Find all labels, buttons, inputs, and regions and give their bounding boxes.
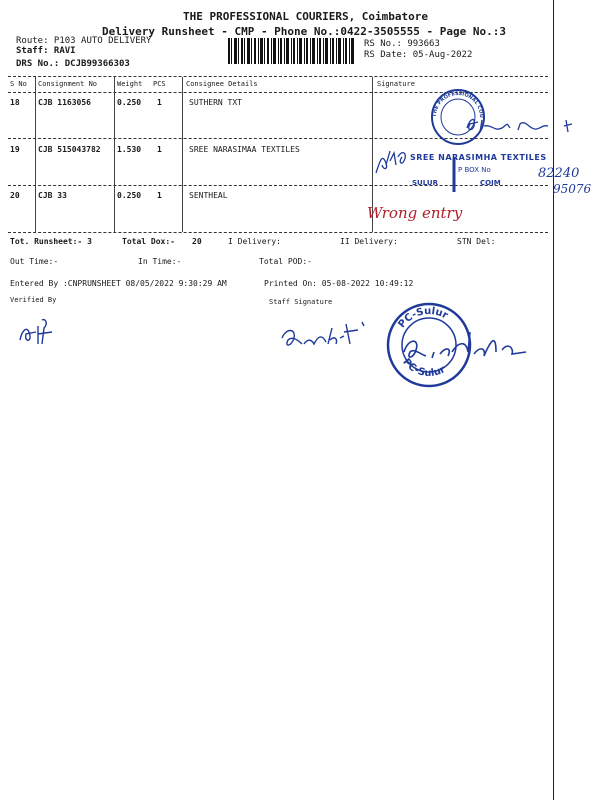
- handwritten-phone-1: 82240: [538, 166, 580, 181]
- total-runsheet: Tot. Runsheet:- 3: [10, 237, 92, 246]
- col-header-pcs: PCS: [153, 80, 166, 88]
- staff-label: Staff: RAVI: [16, 46, 76, 56]
- row-pcs: 1: [157, 191, 162, 200]
- courier-seal-text: THE PROFESSIONAL COURIER: [428, 84, 485, 119]
- row-pcs: 1: [157, 98, 162, 107]
- company-name: THE PROFESSIONAL COURIERS, Coimbatore: [183, 10, 429, 23]
- pc-sulur-seal: [386, 302, 536, 388]
- second-delivery-label: II Delivery:: [340, 237, 398, 246]
- verifier-signature: [16, 314, 62, 350]
- col-divider-2: [114, 77, 115, 232]
- row-consignment: CJB 515043782: [38, 145, 101, 154]
- table-bottom-rule: [8, 232, 548, 233]
- svg-text:PC-Sulur: [400, 357, 447, 379]
- col-header-signature: Signature: [377, 80, 415, 88]
- table-top-rule: [8, 76, 548, 77]
- row-consignee: SENTHEAL: [189, 191, 228, 200]
- first-delivery-label: I Delivery:: [228, 237, 281, 246]
- out-time-label: Out Time:-: [10, 257, 59, 266]
- row-sno: 20: [10, 191, 20, 200]
- barcode-image: [228, 38, 354, 64]
- drs-number: DRS No.: DCJB99366303: [16, 59, 130, 69]
- row-consignee: SREE NARASIMAA TEXTILES: [189, 145, 300, 154]
- stamp-coim: COIM: [480, 179, 501, 187]
- col-divider-1: [35, 77, 36, 232]
- staff-signature: [278, 314, 374, 358]
- stamp-sulur: SULUR: [412, 179, 439, 187]
- row-weight: 1.530: [117, 145, 142, 154]
- col-header-consignment: Consignment No: [38, 80, 98, 88]
- stn-del-label: STN Del:: [457, 237, 496, 246]
- runsheet-title: Delivery Runsheet - CMP - Phone No.:0422-3505555 - Page No.:3: [102, 25, 506, 38]
- col-header-consignee: Consignee Details: [186, 80, 258, 88]
- col-divider-3: [182, 77, 183, 232]
- col-header-sno: S No: [10, 80, 27, 88]
- seal-top-text: PC-Sulur: [396, 305, 450, 331]
- verified-by-label: Verified By: [10, 296, 57, 304]
- receiver-signature-row18: [462, 110, 582, 140]
- handwritten-phone-2: 95076: [553, 182, 592, 196]
- row-weight: 0.250: [117, 191, 142, 200]
- route-label: Route: P103 AUTO DELIVERY: [16, 36, 152, 46]
- stamp-overstroke: [446, 156, 462, 194]
- printed-on: Printed On: 05-08-2022 10:49:12: [264, 279, 414, 288]
- seal-bottom-text: PC-Sulur: [400, 356, 448, 380]
- stamp-pobox: P BOX No: [458, 166, 491, 174]
- row-consignee: SUTHERN TXT: [189, 98, 242, 107]
- staff-signature-label: Staff Signature: [269, 298, 333, 306]
- row-weight: 0.250: [117, 98, 142, 107]
- col-header-weight: Weight: [117, 80, 143, 88]
- receiver-signature-row19: [372, 143, 412, 183]
- row-sno: 18: [10, 98, 20, 107]
- rs-date: RS Date: 05-Aug-2022: [364, 50, 473, 60]
- entered-by: Entered By :CNPRUNSHEET 08/05/2022 9:30:29 AM: [10, 279, 227, 288]
- in-time-label: In Time:-: [138, 257, 182, 266]
- wrong-entry-note: Wrong entry: [367, 204, 463, 222]
- stamp-company-name: SREE NARASIMHA TEXTILES: [410, 153, 547, 162]
- row-consignment: CJB 1163056: [38, 98, 91, 107]
- row-pcs: 1: [157, 145, 162, 154]
- rs-number: RS No.: 993663: [364, 39, 440, 49]
- total-pod-label: Total POD:-: [259, 257, 312, 266]
- total-dox-value: 20: [192, 237, 202, 246]
- row-sno: 19: [10, 145, 20, 154]
- total-dox-label: Total Dox:-: [122, 237, 175, 246]
- row-consignment: CJB 33: [38, 191, 67, 200]
